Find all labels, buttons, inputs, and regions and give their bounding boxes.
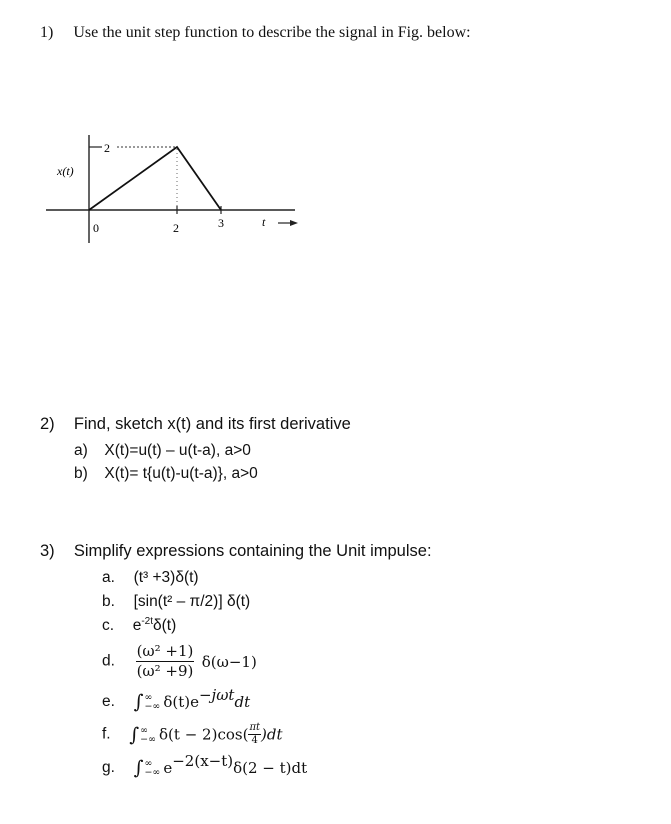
question-3	[40, 542, 432, 561]
denominator: 4	[251, 735, 258, 746]
numerator: πt	[249, 722, 261, 733]
item-text: (t³ +3)δ(t)	[133, 569, 199, 586]
differential: dt	[234, 693, 251, 711]
question-3-item-c	[102, 617, 176, 635]
integrand: e	[163, 759, 173, 777]
x-tick-label-0: 0	[93, 221, 99, 235]
question-1-text: Use the unit step function to describe the signal in Fig. below:	[73, 24, 471, 41]
cos-argument-fraction	[248, 723, 261, 746]
upper-limit: ∞	[140, 724, 149, 736]
exp-base: e	[132, 617, 142, 634]
lower-limit: −∞	[144, 701, 161, 712]
x-axis-label: t	[262, 215, 266, 229]
exponent: -2t	[141, 615, 153, 627]
item-label: g.	[102, 759, 115, 776]
question-2-text: Find, sketch x(t) and its first derivative	[73, 415, 351, 433]
signal-figure	[40, 125, 320, 250]
integral-sign: ∫	[133, 757, 144, 779]
upper-limit: ∞	[144, 758, 153, 769]
fraction	[136, 643, 195, 680]
item-label: f.	[102, 725, 111, 743]
integrand: δ(t − 2)cos(	[159, 725, 249, 744]
y-axis-label: x(t)	[57, 164, 74, 178]
lower-limit: −∞	[140, 733, 157, 745]
x-tick-label-2: 2	[173, 221, 179, 235]
question-3-item-f	[102, 723, 283, 746]
signal-triangle	[89, 147, 221, 210]
question-3-item-b	[102, 593, 250, 611]
question-2-item-a	[74, 442, 251, 460]
numerator: (ω² +1)	[136, 642, 194, 660]
integral-limits	[144, 693, 160, 711]
question-3-item-d	[102, 643, 257, 680]
item-label: c.	[102, 617, 115, 634]
question-2-item-b	[74, 465, 258, 483]
question-3-item-a	[102, 569, 199, 587]
item-text: X(t)= t{u(t)-u(t-a)}, a>0	[104, 465, 258, 482]
integrand-rest: δ(2 − t)dt	[233, 759, 308, 777]
question-2	[40, 415, 351, 434]
t-arrow-head	[290, 220, 298, 226]
lower-limit: −∞	[144, 767, 161, 778]
integrand-close: )dt	[261, 725, 283, 744]
question-3-number: 3)	[40, 542, 55, 560]
item-text: [sin(t² – π/2)] δ(t)	[133, 593, 251, 610]
question-3-item-e	[102, 685, 251, 713]
integral-limits	[140, 726, 156, 744]
peak-label: 2	[104, 141, 110, 155]
item-label: a.	[102, 569, 115, 586]
item-text: δ(t)	[152, 617, 177, 634]
integrand: δ(t)e	[163, 693, 199, 711]
item-label: b)	[74, 465, 88, 482]
question-1	[40, 24, 471, 42]
item-text: X(t)=u(t) – u(t-a), a>0	[104, 442, 251, 459]
question-3-item-g	[102, 751, 308, 779]
x-tick-label-3: 3	[218, 216, 224, 230]
integral-sign: ∫	[129, 723, 140, 746]
question-1-number: 1)	[40, 24, 54, 41]
exponent: −2(x−t)	[172, 751, 234, 770]
item-label: a)	[74, 442, 88, 459]
integral-limits	[144, 759, 160, 777]
question-2-number: 2)	[40, 415, 55, 433]
item-label: d.	[102, 652, 115, 670]
upper-limit: ∞	[144, 692, 153, 703]
item-label: e.	[102, 693, 115, 710]
question-3-text: Simplify expressions containing the Unit impulse:	[73, 542, 432, 560]
denominator: (ω² +9)	[136, 662, 194, 680]
exponent: −jωt	[198, 685, 235, 704]
integral-sign: ∫	[133, 691, 144, 713]
item-label: b.	[102, 593, 115, 610]
item-text: δ(ω−1)	[201, 652, 257, 671]
